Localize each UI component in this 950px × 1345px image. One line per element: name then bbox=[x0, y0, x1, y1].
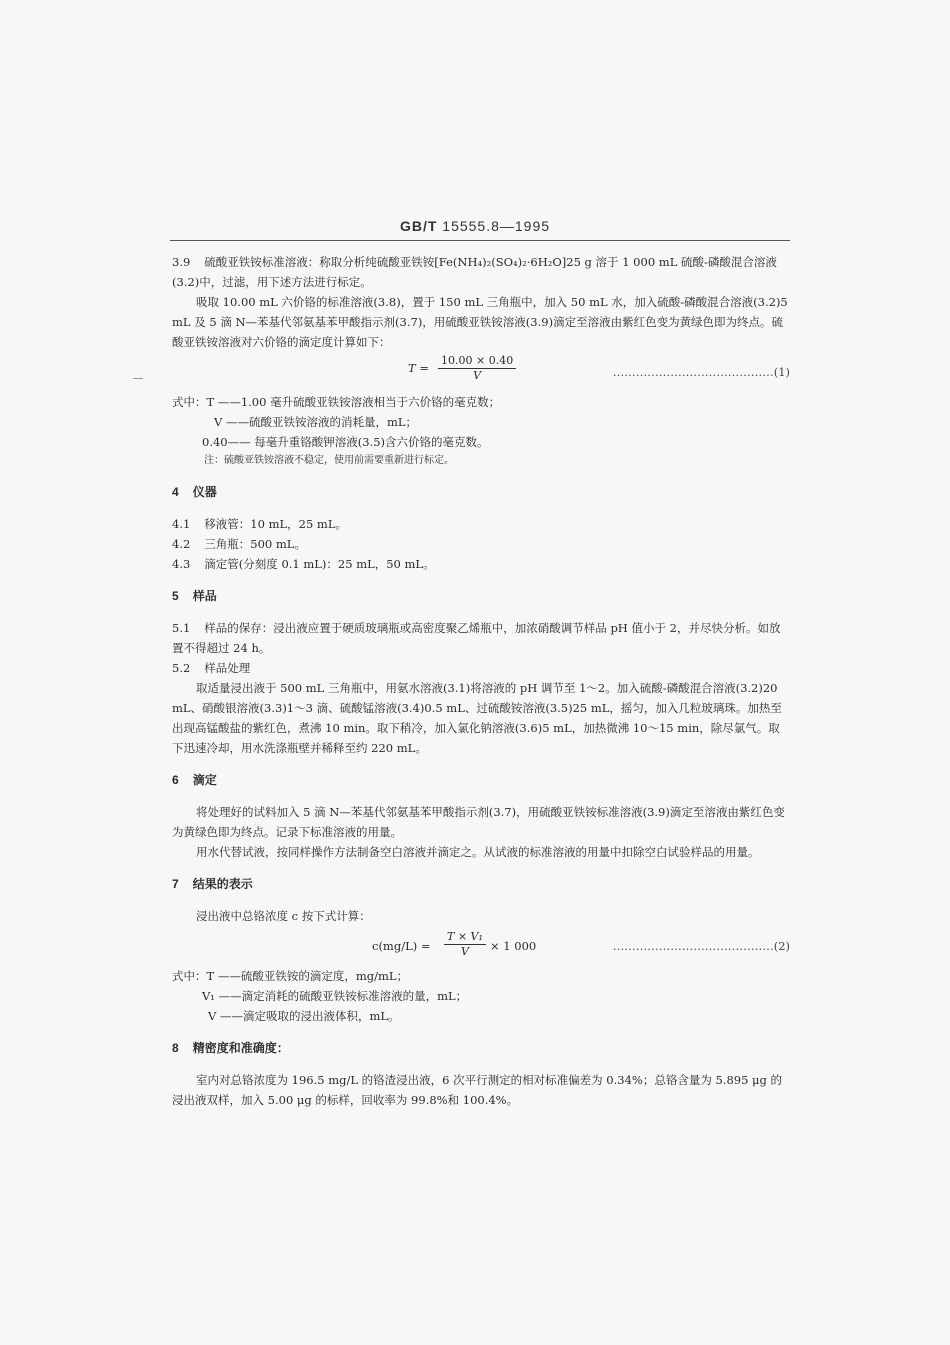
section-number: 3.9 bbox=[172, 255, 191, 269]
heading-title: 滴定 bbox=[192, 773, 217, 787]
section-heading-7 bbox=[172, 874, 790, 894]
item-number: 4.2 bbox=[172, 537, 191, 551]
item-text: 移液管：10 mL，25 mL。 bbox=[204, 517, 347, 531]
definition-line: V ——滴定吸取的浸出液体积，mL。 bbox=[208, 1009, 400, 1023]
heading-title: 样品 bbox=[192, 589, 217, 603]
document-body bbox=[172, 252, 790, 1110]
item-number: 4.1 bbox=[172, 517, 191, 531]
heading-title: 精密度和准确度： bbox=[192, 1041, 289, 1055]
definition-line: 式中：T ——硫酸亚铁铵的滴定度，mg/mL； bbox=[172, 969, 409, 983]
heading-number: 4 bbox=[172, 485, 179, 499]
list-item bbox=[172, 534, 790, 554]
section-text: 样品的保存：浸出液应置于硬质玻璃瓶或高密度聚乙烯瓶中，加浓硝酸调节样品 pH 值小于 2，并尽快分析。如放置不得超过 24 h。 bbox=[172, 621, 781, 655]
section-5-2 bbox=[172, 658, 790, 678]
numerator: 10.00 × 0.40 bbox=[438, 354, 516, 369]
paragraph: 将处理好的试料加入 5 滴 N—苯基代邻氨基苯甲酸指示剂(3.7)，用硫酸亚铁铵标准溶液(3.9)滴定至溶液由紫红色变为黄绿色即为终点。记录下标准溶液的用量。 bbox=[172, 805, 785, 839]
paragraph: 用水代替试液，按同样操作方法制备空白溶液并滴定之。从试液的标准溶液的用量中扣除空白试验样品的用量。 bbox=[196, 845, 760, 859]
section-number: 5.1 bbox=[172, 621, 191, 635]
leader-dots: …………………………………… bbox=[612, 939, 774, 953]
section-3-9 bbox=[172, 252, 790, 292]
section-heading-4 bbox=[172, 482, 790, 502]
section-text: 硫酸亚铁铵标准溶液：称取分析纯硫酸亚铁铵[Fe(NH₄)₂(SO₄)₂·6H₂O]25 g 溶于 1 000 mL 硫酸-磷酸混合溶液(3.2)中，过滤，用下述方法进行标定。 bbox=[172, 255, 777, 289]
equation-number: (2) bbox=[773, 939, 790, 953]
heading-title: 仪器 bbox=[192, 485, 217, 499]
section-heading-8 bbox=[172, 1038, 790, 1058]
formula-label bbox=[613, 936, 790, 956]
list-item bbox=[172, 554, 790, 574]
list-item bbox=[172, 514, 790, 534]
denominator: V bbox=[460, 945, 469, 958]
section-5-1 bbox=[172, 618, 790, 658]
formula-1 bbox=[172, 354, 790, 388]
heading-title: 结果的表示 bbox=[192, 877, 253, 891]
definition-line: V₁ ——滴定消耗的硫酸亚铁铵标准溶液的量，mL； bbox=[202, 989, 468, 1003]
paragraph: 吸取 10.00 mL 六价铬的标准溶液(3.8)，置于 150 mL 三角瓶中，加入 50 mL 水，加入硫酸-磷酸混合溶液(3.2)5 mL 及 5 滴 N—苯基代邻氨基苯甲酸指示剂(3.7)，用硫酸亚铁铵溶液(3.9)滴定至溶液由紫红色变为黄绿色即为终点。硫酸亚铁铵溶液对六价铬的滴定度计算如下： bbox=[172, 295, 788, 349]
heading-number: 8 bbox=[172, 1041, 179, 1055]
header-rule bbox=[170, 240, 790, 241]
item-number: 4.3 bbox=[172, 557, 191, 571]
margin-mark bbox=[133, 378, 143, 379]
formula-label bbox=[613, 362, 790, 382]
header-number: 15555.8—1995 bbox=[442, 218, 551, 234]
section-heading-5 bbox=[172, 586, 790, 606]
heading-number: 6 bbox=[172, 773, 179, 787]
formula-2 bbox=[172, 928, 790, 962]
paragraph: 浸出液中总铬浓度 c 按下式计算： bbox=[196, 909, 371, 923]
header-std: GB/T bbox=[399, 218, 438, 234]
item-text: 三角瓶：500 mL。 bbox=[204, 537, 306, 551]
definition-line: V ——硫酸亚铁铵溶液的消耗量，mL； bbox=[214, 415, 418, 429]
paragraph: 取适量浸出液于 500 mL 三角瓶中，用氨水溶液(3.1)将溶液的 pH 调节至 1～2。加入硫酸-磷酸混合溶液(3.2)20 mL、硝酸银溶液(3.3)1～3 滴、硫酸锰溶液(3.4)0.5 mL、过硫酸铵溶液(3.5)25 mL，摇匀，加入几粒玻璃珠。加热至出现高锰酸盐的紫红色，煮沸 10 min。取下稍冷，加入氯化钠溶液(3.6)5 mL，加热微沸 10～15 min，除尽氯气。取下迅速冷却，用水洗涤瓶壁并稀释至约 220 mL。 bbox=[172, 681, 782, 755]
definition-line: 0.40—— 每毫升重铬酸钾溶液(3.5)含六价铬的毫克数。 bbox=[202, 435, 489, 449]
formula-fraction bbox=[444, 930, 486, 959]
equation-number: (1) bbox=[773, 365, 790, 379]
section-title: 样品处理 bbox=[204, 661, 251, 675]
formula-fraction bbox=[438, 354, 516, 383]
section-number: 5.2 bbox=[172, 661, 191, 675]
denominator: V bbox=[473, 369, 482, 382]
section-heading-6 bbox=[172, 770, 790, 790]
formula-lhs: c(mg/L) = bbox=[372, 939, 431, 953]
numerator: T × V₁ bbox=[444, 930, 486, 945]
leader-dots: …………………………………… bbox=[612, 365, 774, 379]
item-text: 滴定管(分刻度 0.1 mL)：25 mL，50 mL。 bbox=[204, 557, 435, 571]
definition-line: 式中：T ——1.00 毫升硫酸亚铁铵溶液相当于六价铬的毫克数； bbox=[172, 395, 501, 409]
paragraph: 室内对总铬浓度为 196.5 mg/L 的铬渣浸出液，6 次平行测定的相对标准偏差为 0.34%；总铬含量为 5.895 μg 的浸出液双样，加入 5.00 μg 的标样，回收率为 99.8%和 100.4%。 bbox=[172, 1073, 783, 1107]
page-header bbox=[0, 218, 950, 234]
heading-number: 7 bbox=[172, 877, 179, 891]
heading-number: 5 bbox=[172, 589, 179, 603]
formula-lhs: T = bbox=[408, 361, 429, 375]
note: 注：硫酸亚铁铵溶液不稳定，使用前需要重新进行标定。 bbox=[204, 455, 454, 466]
formula-multiplier: × 1 000 bbox=[490, 939, 537, 953]
